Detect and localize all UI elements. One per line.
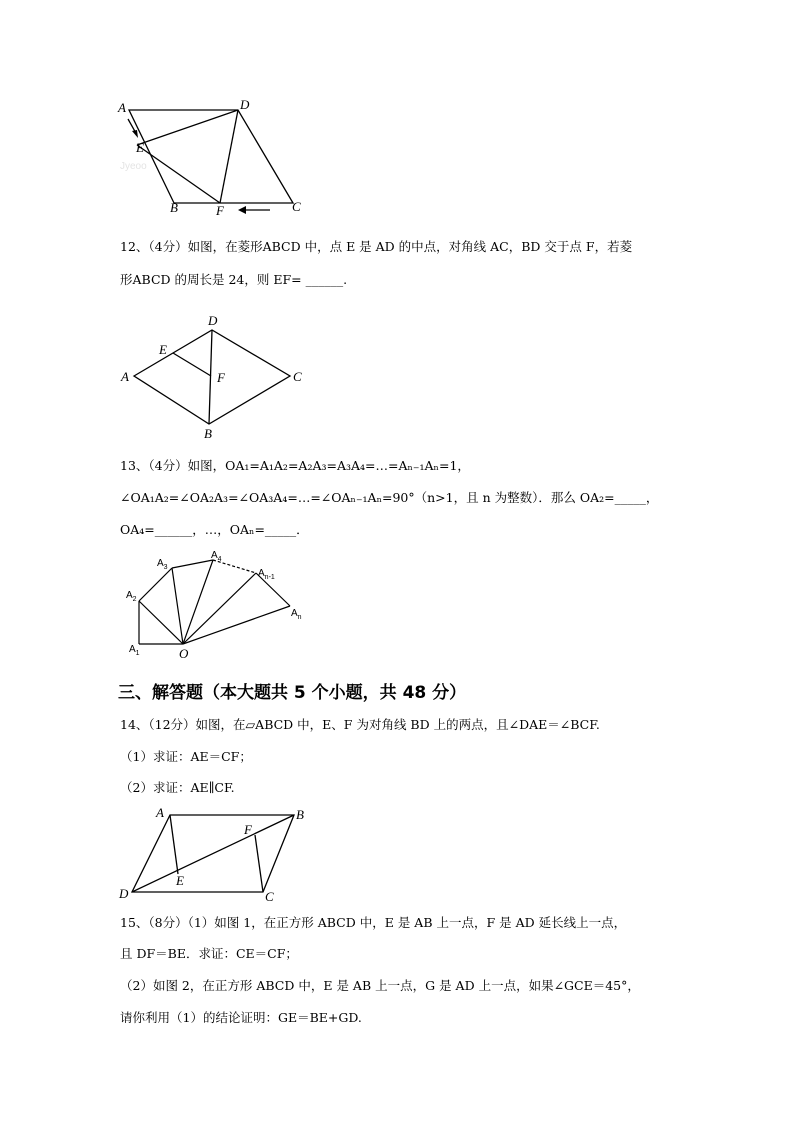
segment-a3a4 (172, 560, 213, 568)
label-f: F (217, 370, 225, 385)
q13-line-3: OA₄=______，…，OAₙ=_____． (120, 522, 309, 537)
segment-oan (183, 606, 290, 644)
label-c: C (265, 889, 274, 904)
q15-line-3: （2）如图 2，在正方形 ABCD 中，E 是 AB 上一点，G 是 AD 上一点，如果∠GCE＝45°， (120, 978, 640, 993)
label-a: A (156, 805, 164, 820)
label-b: B (204, 426, 212, 441)
label-a: A (118, 100, 126, 115)
label-c: C (293, 369, 302, 384)
segment-ae (170, 815, 178, 874)
label-f: F (244, 822, 252, 837)
label-a: A (121, 369, 129, 384)
label-a1: $A_1$ (129, 644, 140, 657)
label-an-1: $A_{n-1}$ (258, 568, 275, 581)
arrowhead-down-icon (132, 130, 138, 138)
segment-a2a3 (139, 568, 172, 601)
diagonal-bd (209, 330, 212, 424)
label-a2: $A_2$ (126, 590, 137, 603)
segment-cf (255, 835, 263, 892)
label-an: $A_n$ (291, 608, 302, 621)
segment-ed (137, 110, 238, 145)
q15-line-2: 且 DF＝BE．求证：CE＝CF； (120, 946, 298, 961)
q14-line-1: 14、（12分）如图，在▱ABCD 中，E、F 为对角线 BD 上的两点，且∠DAE＝∠BCF. (120, 717, 600, 732)
segment-oa4 (183, 560, 213, 644)
q15-line-4: 请你利用（1）的结论证明：GE＝BE+GD. (120, 1010, 362, 1025)
label-d: D (119, 886, 129, 901)
segment-oa3 (172, 568, 183, 644)
section-heading: 三、解答题（本大题共 5 个小题，共 48 分） (118, 683, 467, 703)
segment-ef (137, 145, 220, 203)
watermark: Jyeoo (120, 161, 147, 172)
figure-parallelogram-moving-points (110, 95, 320, 220)
q12-line-2: 形ABCD 的周长是 24，则 EF= ______. (120, 272, 348, 287)
q14-line-3: （2）求证：AE∥CF. (120, 780, 235, 795)
label-a4: $A_4$ (211, 550, 222, 563)
label-d: D (240, 97, 250, 112)
label-e: E (159, 342, 167, 357)
label-e: E (136, 140, 144, 155)
label-c: C (292, 199, 301, 214)
label-d: D (208, 313, 218, 328)
label-o: O (179, 646, 189, 661)
q12-line-1: 12、（4分）如图，在菱形ABCD 中，点 E 是 AD 的中点，对角线 AC，BD 交于点 F，若菱 (120, 239, 633, 254)
label-b: B (170, 200, 178, 215)
label-e: E (176, 873, 184, 888)
q13-line-2: ∠OA₁A₂=∠OA₂A₃=∠OA₃A₄=…=∠OAₙ₋₁Aₙ=90°（n>1，且 n 为整数）．那么 OA₂=_____， (120, 490, 659, 505)
figure-parallelogram-diagonal (110, 803, 320, 903)
segment-ef (173, 353, 211, 376)
label-b: B (296, 807, 304, 822)
diagonal-db (132, 815, 294, 892)
figure-rhombus (115, 312, 315, 442)
q13-line-1: 13、（4分）如图，OA₁=A₁A₂=A₂A₃=A₃A₄=…=Aₙ₋₁Aₙ=1， (120, 458, 470, 473)
q14-line-2: （1）求证：AE＝CF； (120, 749, 252, 764)
q15-line-1: 15、（8分）（1）如图 1，在正方形 ABCD 中，E 是 AB 上一点，F 是 AD 延长线上一点， (120, 915, 627, 930)
figure-spiral (120, 548, 320, 660)
label-f: F (216, 203, 224, 218)
segment-df (220, 110, 238, 203)
segment-oan1 (183, 573, 256, 644)
segment-oa2 (139, 601, 183, 644)
label-a3: $A_3$ (157, 558, 168, 571)
arrowhead-left-icon (238, 206, 246, 214)
